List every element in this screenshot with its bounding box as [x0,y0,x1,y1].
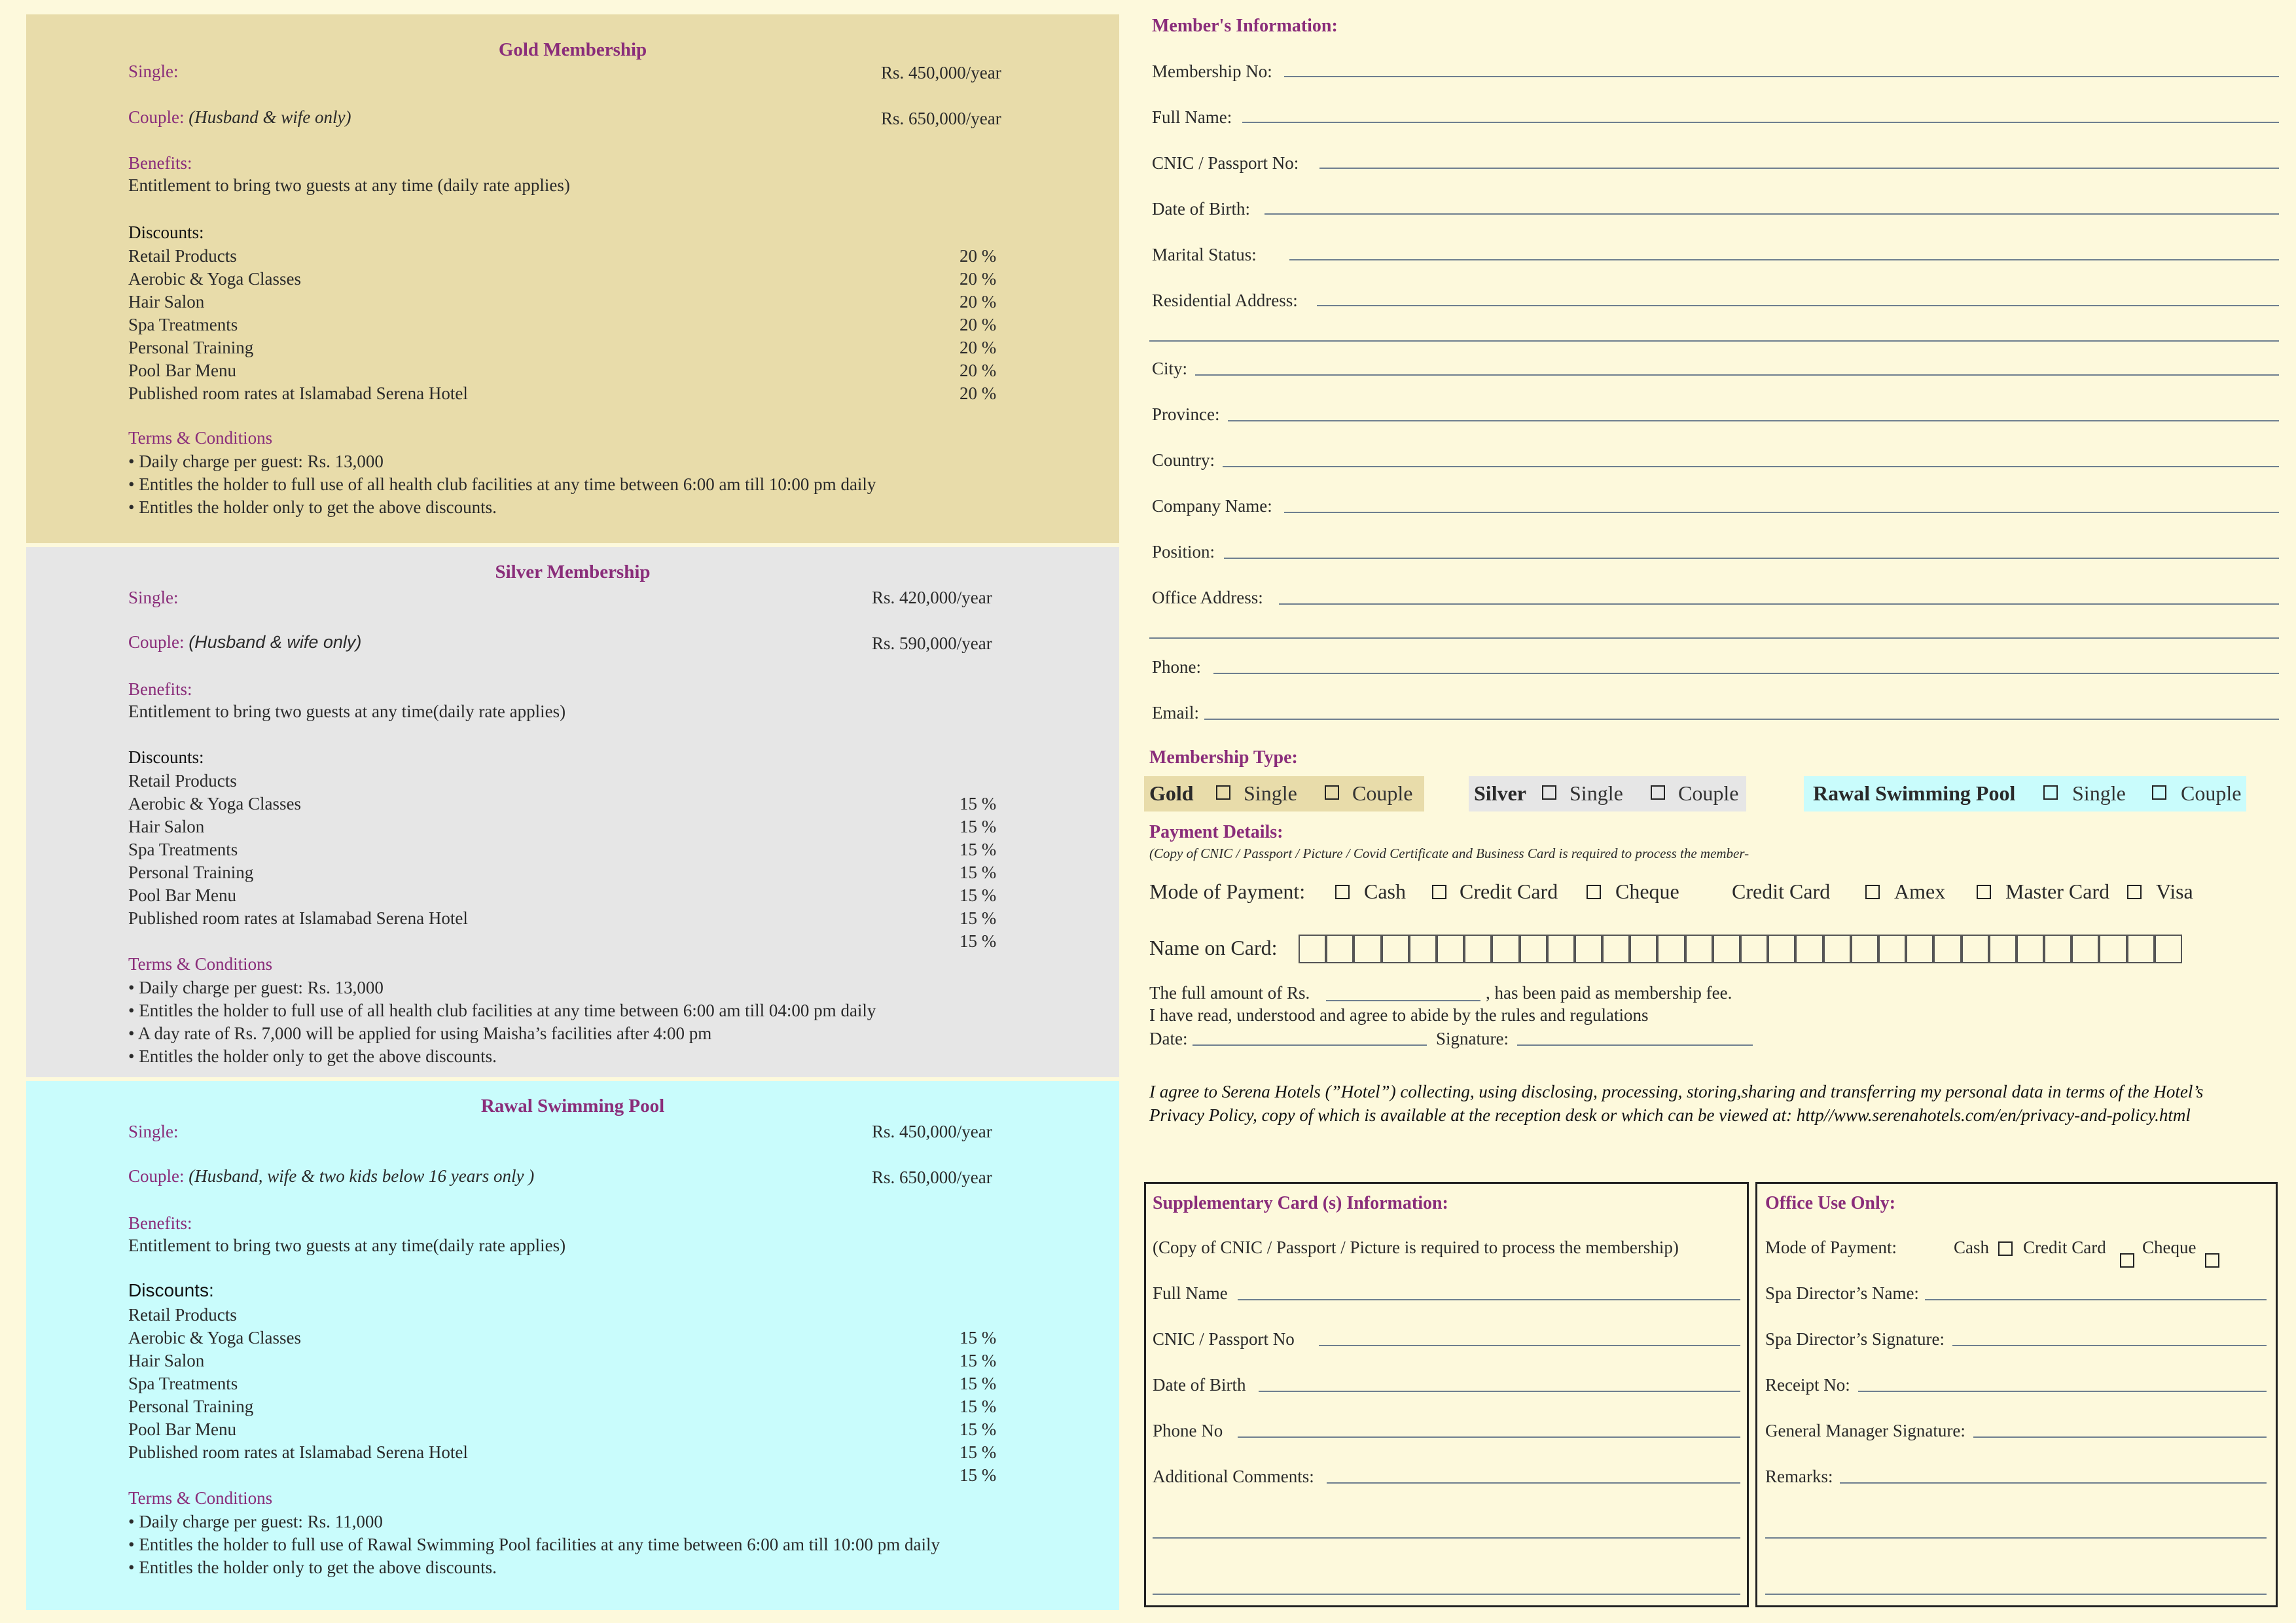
supp-comments-field[interactable] [1327,1482,1740,1484]
cheque-option: Cheque [1615,880,1679,903]
silver-couple-label: Couple: [128,632,185,652]
pool-terms-list [128,1510,940,1579]
list-item: Personal Training [128,863,254,882]
membership-no-label: Membership No: [1152,62,1272,81]
list-item: Pool Bar Menu [128,885,236,905]
list-item: Pool Bar Menu [128,361,236,380]
full-name-field[interactable] [1242,122,2279,123]
dob-label: Date of Birth: [1152,199,1250,219]
pool-discount-rates [960,1327,996,1487]
phone-label: Phone: [1152,657,1202,677]
terms-item: • Daily charge per guest: Rs. 13,000 [128,978,384,997]
position-label: Position: [1152,542,1215,562]
list-item: Pool Bar Menu [128,1419,236,1439]
company-name-field[interactable] [1284,512,2279,513]
receipt-no-label: Receipt No: [1765,1375,1850,1395]
gold-couple-label: Couple: [128,107,185,127]
pool-couple-option: Couple [2181,781,2242,805]
remarks-field[interactable] [1840,1482,2267,1484]
gm-signature-field[interactable] [1973,1436,2267,1438]
credit-card-option: Credit Card [1460,880,1558,903]
pool-title: Rawal Swimming Pool [480,1096,665,1116]
terms-item: • Daily charge per guest: Rs. 13,000 [128,452,384,471]
silver-couple-option: Couple [1678,781,1739,805]
pool-couple-note: (Husband, wife & two kids below 16 years only ) [188,1166,535,1186]
pool-membership-panel [26,1081,1119,1610]
rate: 20 % [960,338,997,357]
rate: 20 % [960,315,997,334]
list-item: Hair Salon [128,817,205,836]
supp-comments-label: Additional Comments: [1153,1467,1314,1486]
rate: 15 % [960,863,997,882]
supp-comments-field-3[interactable] [1153,1594,1740,1595]
supplementary-note: (Copy of CNIC / Passport / Picture is required to process the membership) [1153,1238,1679,1257]
pool-terms-label: Terms & Conditions [128,1488,273,1508]
province-label: Province: [1152,404,1220,424]
rate: 15 % [960,1328,997,1347]
cnic-label: CNIC / Passport No: [1152,153,1299,173]
signature-label: Signature: [1436,1029,1509,1048]
rate: 20 % [960,246,997,266]
master-card-checkbox[interactable] [1977,885,1991,902]
credit-card-checkbox[interactable] [1432,885,1446,902]
gold-membership-panel [26,14,1119,543]
email-field[interactable] [1204,719,2279,720]
list-item: Spa Treatments [128,315,238,334]
silver-couple-note: (Husband & wife only) [188,632,362,652]
remarks-field-2[interactable] [1765,1537,2267,1539]
list-item: Hair Salon [128,292,205,312]
pool-type-group [1804,776,2246,812]
silver-single-option: Single [1570,781,1623,805]
spa-director-signature-field[interactable] [1952,1345,2267,1346]
payment-details-heading: Payment Details: [1149,822,1283,842]
province-field[interactable] [1228,420,2279,421]
spa-director-name-field[interactable] [1925,1299,2267,1300]
silver-terms-label: Terms & Conditions [128,954,273,974]
list-item: Retail Products [128,1305,237,1325]
silver-membership-panel [26,547,1119,1077]
supp-cnic-field[interactable] [1319,1345,1740,1346]
rate: 15 % [960,1351,997,1370]
office-cash-checkbox[interactable] [1998,1241,2013,1259]
list-item: Aerobic & Yoga Classes [128,269,301,289]
pool-couple-price: Rs. 650,000/year [872,1168,992,1187]
supp-phone-field[interactable] [1238,1436,1740,1438]
gold-benefits-label: Benefits: [128,153,192,173]
rate: 20 % [960,269,997,289]
date-field[interactable] [1193,1044,1427,1046]
amex-option: Amex [1894,880,1946,903]
pool-discounts-label: Discounts: [128,1280,214,1300]
terms-item: • Entitles the holder only to get the above discounts. [128,1046,497,1066]
gold-single-option: Single [1244,781,1297,805]
gold-single-checkbox[interactable] [1216,785,1230,803]
silver-single-checkbox[interactable] [1542,785,1556,803]
terms-item: • Entitles the holder to full use of all health club facilities at any time between 6:00 am till 04:00 pm daily [128,1001,876,1020]
pool-benefits-label: Benefits: [128,1213,192,1233]
receipt-no-field[interactable] [1858,1391,2267,1392]
gold-couple-option: Couple [1352,781,1413,805]
rate: 15 % [960,840,997,859]
amount-suffix: , has been paid as membership fee. [1486,983,1732,1003]
list-item: Spa Treatments [128,840,238,859]
office-cheque-checkbox[interactable] [2205,1253,2219,1271]
office-cash-option: Cash [1954,1238,1989,1257]
gold-benefits-text: Entitlement to bring two guests at any time (daily rate applies) [128,175,570,195]
visa-option: Visa [2156,880,2193,903]
pool-discount-list [128,1304,468,1464]
supp-dob-label: Date of Birth [1153,1375,1246,1395]
rate: 15 % [960,1374,997,1393]
silver-couple-price: Rs. 590,000/year [872,633,992,653]
full-name-label: Full Name: [1152,107,1232,127]
silver-type-group [1469,776,1746,812]
list-item: Personal Training [128,338,254,357]
terms-item: • A day rate of Rs. 7,000 will be applied for using Maisha’s facilities after 4:00 pm [128,1024,712,1043]
office-credit-card-checkbox[interactable] [2120,1253,2134,1271]
list-item: Published room rates at Islamabad Serena Hotel [128,908,468,928]
list-item: Spa Treatments [128,1374,238,1393]
terms-item: • Daily charge per guest: Rs. 11,000 [128,1512,383,1531]
date-label: Date: [1149,1029,1188,1048]
residential-address-field-2[interactable] [1149,340,2279,342]
supplementary-card-box [1144,1182,1749,1607]
member-info-heading: Member's Information: [1152,16,1338,36]
gold-terms-list [128,450,876,519]
amount-field[interactable] [1326,1000,1480,1001]
list-item: Aerobic & Yoga Classes [128,794,301,813]
office-use-heading: Office Use Only: [1765,1193,1896,1213]
position-field[interactable] [1224,558,2279,559]
terms-item: • Entitles the holder only to get the above discounts. [128,1558,497,1577]
silver-couple-checkbox[interactable] [1651,785,1665,803]
gold-title: Gold Membership [498,39,647,60]
silver-discount-rates [960,793,996,953]
supp-full-name-field[interactable] [1238,1299,1740,1300]
pool-single-option: Single [2072,781,2126,805]
rate: 20 % [960,361,997,380]
cheque-checkbox[interactable] [1587,885,1601,902]
silver-couple-row [128,632,361,652]
name-on-card-label: Name on Card: [1149,936,1278,959]
rate: 20 % [960,292,997,312]
rate: 15 % [960,1442,997,1462]
rate: 15 % [960,1419,997,1439]
pool-single-price: Rs. 450,000/year [872,1122,992,1141]
remarks-field-3[interactable] [1765,1594,2267,1595]
gold-terms-label: Terms & Conditions [128,428,273,448]
residential-address-field[interactable] [1317,305,2279,306]
pool-couple-row [128,1166,534,1186]
phone-field[interactable] [1213,673,2279,674]
list-item: Aerobic & Yoga Classes [128,1328,301,1347]
silver-benefits-text: Entitlement to bring two guests at any time(daily rate applies) [128,702,566,721]
cash-checkbox[interactable] [1335,885,1350,902]
pool-single-checkbox[interactable] [2043,785,2058,803]
master-card-option: Master Card [2005,880,2110,903]
office-credit-card-option: Credit Card [2023,1238,2106,1257]
email-label: Email: [1152,703,1199,722]
mode-of-payment-label: Mode of Payment: [1149,880,1306,903]
office-use-box [1755,1182,2278,1607]
gold-single-price: Rs. 450,000/year [881,63,1001,82]
residential-address-label: Residential Address: [1152,291,1298,310]
amount-label: The full amount of Rs. [1149,983,1310,1003]
cnic-field[interactable] [1319,168,2279,169]
supp-comments-field-2[interactable] [1153,1537,1740,1539]
rate: 15 % [960,1465,997,1485]
rate: 15 % [960,817,997,836]
city-field[interactable] [1195,374,2279,376]
gold-discount-rates [960,245,996,405]
pool-benefits-text: Entitlement to bring two guests at any time(daily rate applies) [128,1236,566,1255]
list-item: Retail Products [128,246,237,266]
dob-field[interactable] [1265,213,2279,215]
list-item: Personal Training [128,1397,254,1416]
company-name-label: Company Name: [1152,496,1272,516]
remarks-label: Remarks: [1765,1467,1833,1486]
gold-discounts-label: Discounts: [128,223,204,242]
rate: 15 % [960,1397,997,1416]
amex-checkbox[interactable] [1865,885,1880,902]
office-address-field[interactable] [1279,603,2279,605]
name-on-card-input[interactable] [1299,935,2182,963]
silver-type-label: Silver [1474,781,1526,805]
gold-couple-note: (Husband & wife only) [188,107,351,127]
silver-single-price: Rs. 420,000/year [872,588,992,607]
spa-director-name-label: Spa Director’s Name: [1765,1283,1919,1303]
pool-single-label: Single: [128,1122,179,1141]
gm-signature-label: General Manager Signature: [1765,1421,1965,1440]
pool-type-label: Rawal Swimming Pool [1813,781,2016,805]
privacy-consent: I agree to Serena Hotels (”Hotel”) collecting, using disclosing, processing, storing,sharing and transferring my personal data in terms of the Hotel’s Privacy Policy, copy of which is available at the reception desk or which can be viewed at: http//www.serenahotels.com/en/privacy-and-policy.html [1149,1082,2204,1125]
office-cheque-option: Cheque [2142,1238,2197,1257]
gold-discount-list [128,245,468,405]
payment-note: (Copy of CNIC / Passport / Picture / Covid Certificate and Business Card is required to process the member- [1149,846,1749,861]
silver-terms-list [128,976,876,1068]
pool-couple-label: Couple: [128,1166,185,1186]
cash-option: Cash [1364,880,1406,903]
list-item: Published room rates at Islamabad Serena Hotel [128,1442,468,1462]
marital-status-label: Marital Status: [1152,245,1257,264]
signature-field[interactable] [1517,1044,1753,1046]
gold-type-group [1144,776,1424,812]
silver-discount-list [128,770,468,930]
office-address-field-2[interactable] [1149,637,2279,639]
office-mode-label: Mode of Payment: [1765,1238,1897,1257]
country-label: Country: [1152,450,1215,470]
list-item: Published room rates at Islamabad Serena Hotel [128,383,468,403]
list-item: Retail Products [128,771,237,791]
rate: 15 % [960,931,997,951]
terms-item: • Entitles the holder only to get the above discounts. [128,497,497,517]
gold-couple-row [128,107,351,128]
list-item: Hair Salon [128,1351,205,1370]
supp-cnic-label: CNIC / Passport No [1153,1329,1295,1349]
silver-single-label: Single: [128,588,179,607]
rate: 15 % [960,794,997,813]
supp-full-name-label: Full Name [1153,1283,1228,1303]
office-address-label: Office Address: [1152,588,1263,607]
country-field[interactable] [1223,466,2279,467]
rate: 15 % [960,908,997,928]
gold-type-label: Gold [1149,781,1194,805]
spa-director-signature-label: Spa Director’s Signature: [1765,1329,1945,1349]
rate: 15 % [960,885,997,905]
supp-dob-field[interactable] [1259,1391,1740,1392]
terms-item: • Entitles the holder to full use of Rawal Swimming Pool facilities at any time between 6:00 am till 10:00 pm daily [128,1535,940,1554]
membership-type-heading: Membership Type: [1149,747,1298,768]
pool-couple-checkbox[interactable] [2152,785,2166,803]
marital-status-field[interactable] [1289,259,2279,260]
agree-text: I have read, understood and agree to abide by the rules and regulations [1149,1005,1649,1025]
silver-benefits-label: Benefits: [128,679,192,699]
silver-discounts-label: Discounts: [128,747,204,767]
silver-title: Silver Membership [495,562,651,582]
supplementary-heading: Supplementary Card (s) Information: [1153,1193,1448,1213]
visa-checkbox[interactable] [2127,885,2142,902]
gold-single-label: Single: [128,62,179,81]
gold-couple-price: Rs. 650,000/year [881,109,1001,128]
supp-phone-label: Phone No [1153,1421,1223,1440]
membership-no-field[interactable] [1284,76,2279,77]
credit-card-type-label: Credit Card [1732,880,1831,903]
gold-couple-checkbox[interactable] [1325,785,1339,803]
city-label: City: [1152,359,1188,378]
rate: 20 % [960,383,997,403]
terms-item: • Entitles the holder to full use of all health club facilities at any time between 6:00 am till 10:00 pm daily [128,474,876,494]
